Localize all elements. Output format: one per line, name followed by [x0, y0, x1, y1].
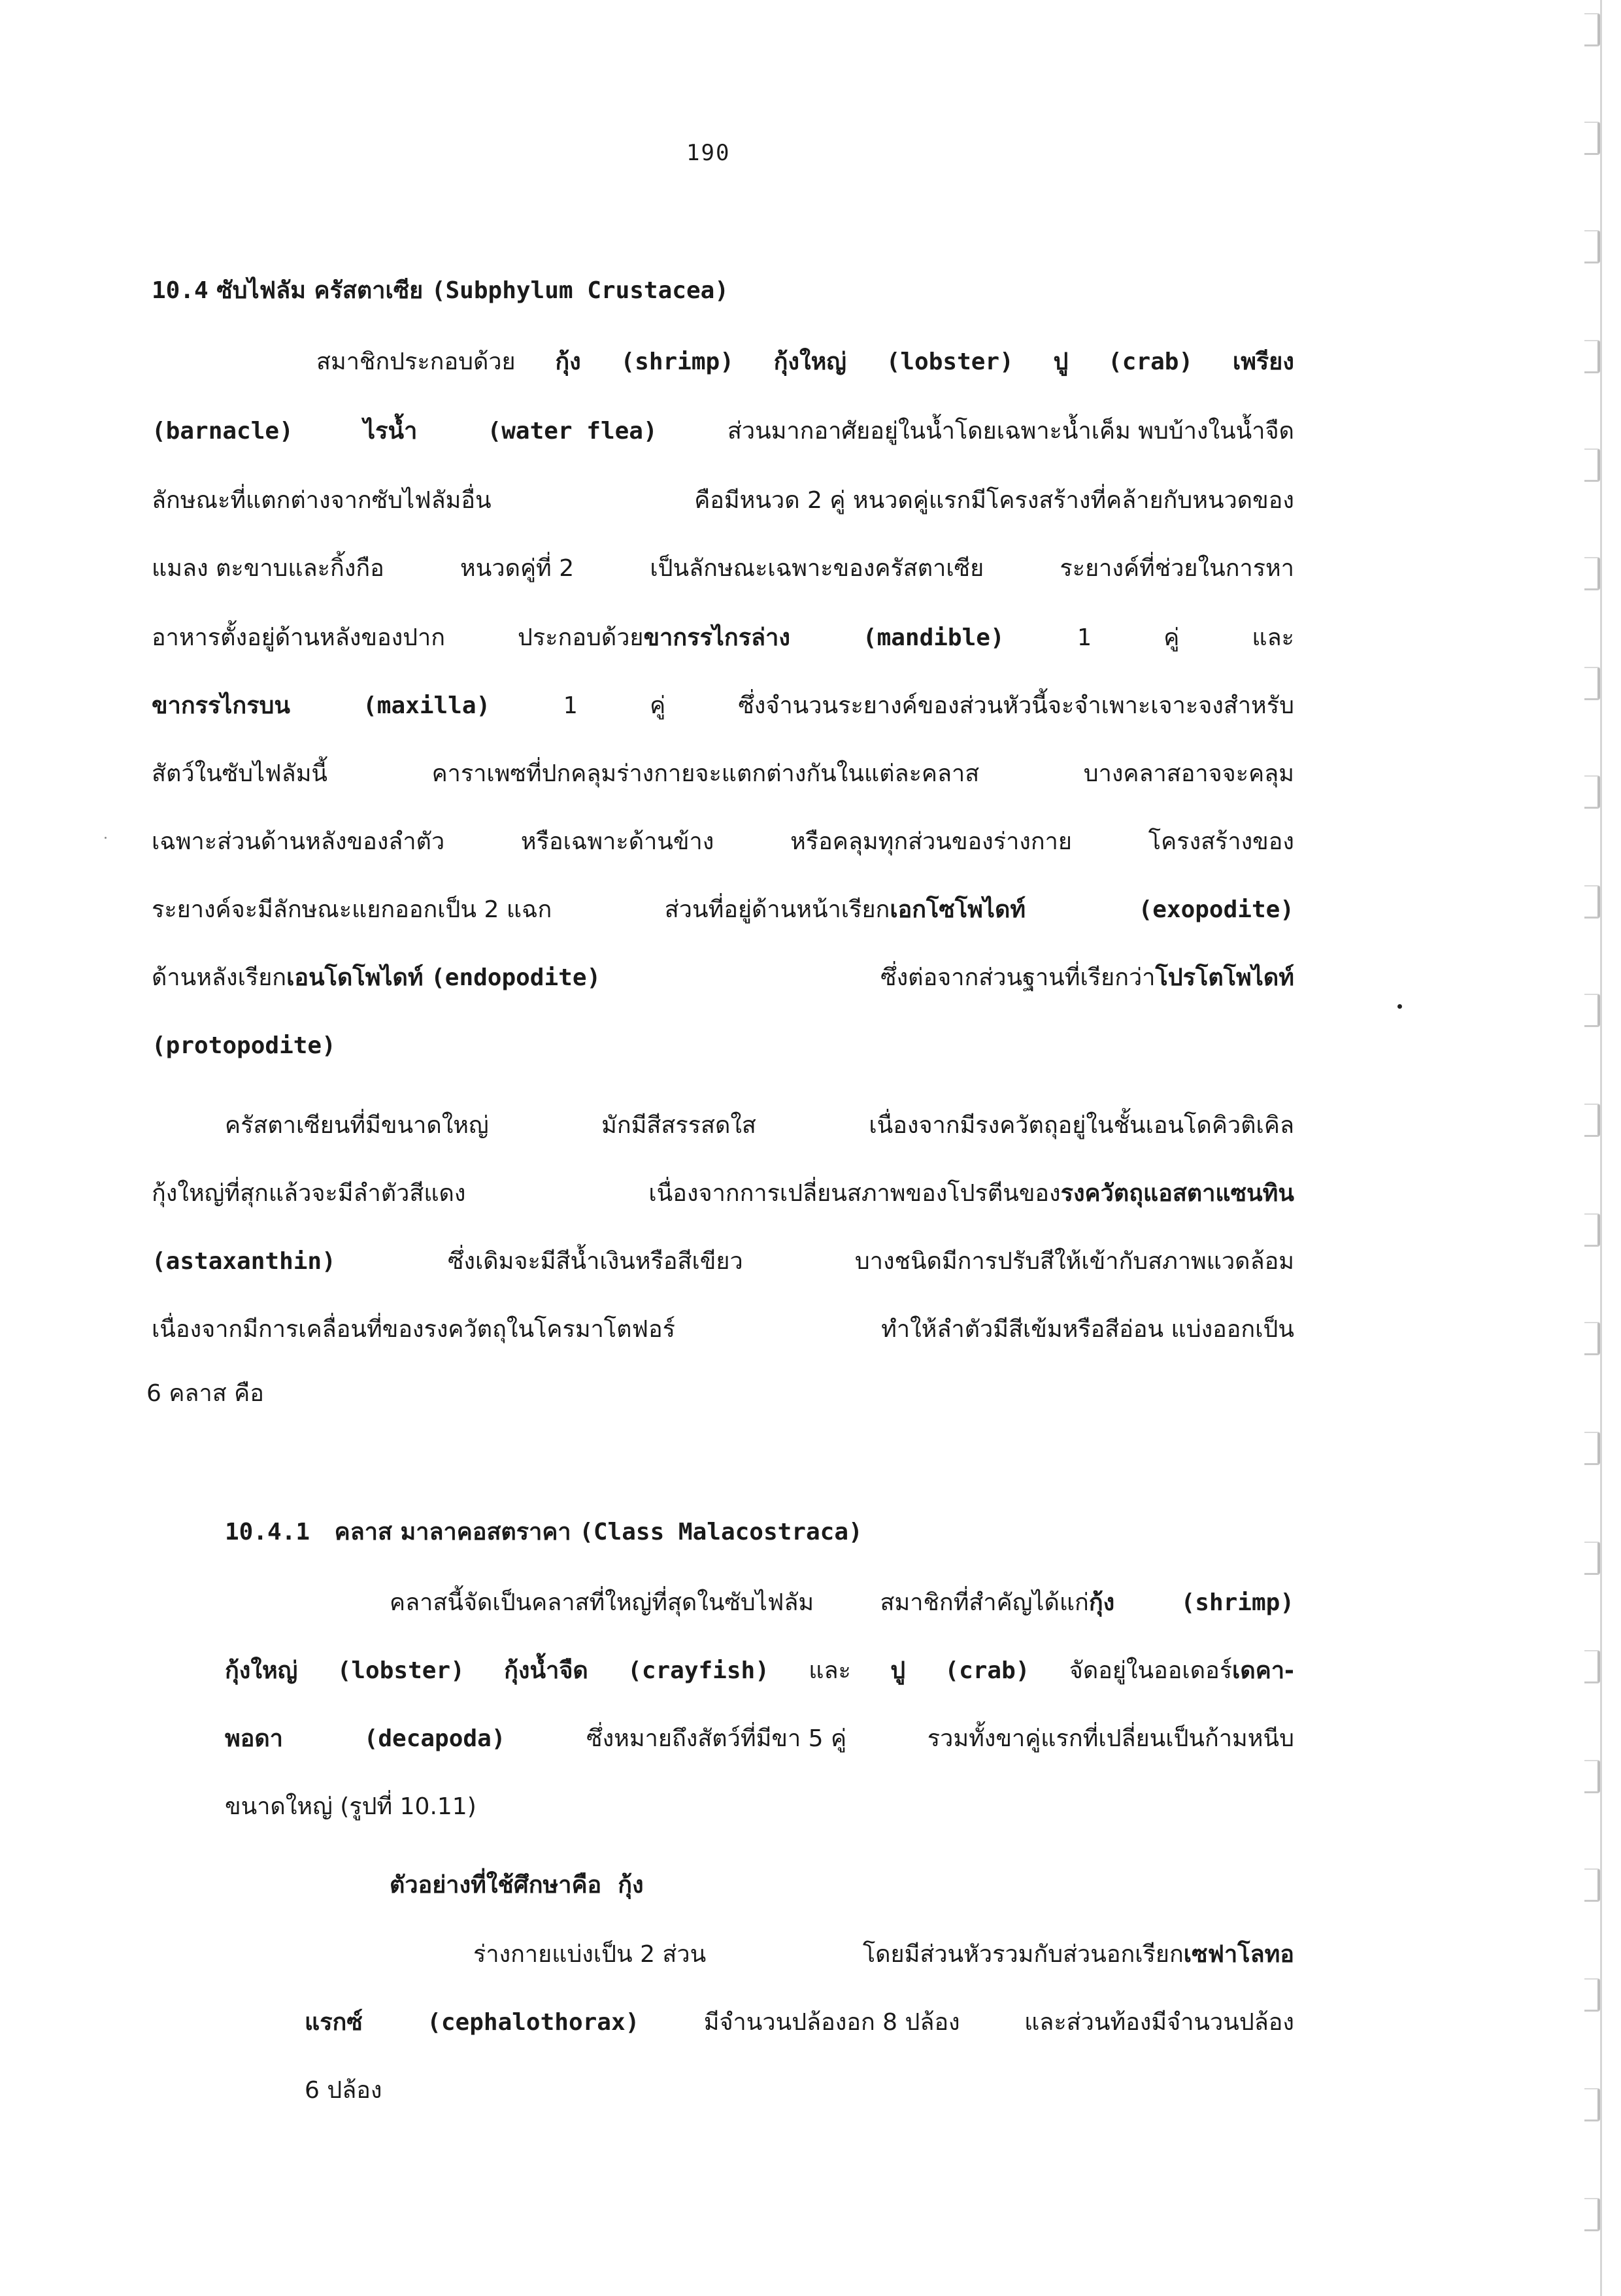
- subsection-number: 10.4.1: [225, 1519, 310, 1545]
- term-thai: โปรโตโพไดท์: [1155, 964, 1294, 991]
- text-run: ขนาดใหญ่ (รูปที่ 10.11): [225, 1793, 476, 1820]
- text-run: และ: [1252, 624, 1294, 651]
- term-thai: กุ้ง: [1088, 1589, 1115, 1616]
- term-latin: (mandible): [862, 624, 1005, 651]
- paragraph-3-line-1: [390, 1587, 1294, 1619]
- binding-mark: [1584, 1213, 1600, 1247]
- binding-mark: [1584, 667, 1600, 700]
- text-run: บางชนิดมีการปรับสีให้เข้ากับสภาพแวดล้อม: [854, 1248, 1294, 1275]
- text-run: สัตว์ในซับไฟลัมนี้: [152, 760, 328, 787]
- paragraph-3-line-2: [225, 1655, 1294, 1687]
- term-latin: (lobster): [886, 348, 1014, 375]
- paragraph-2-line-5: [146, 1378, 264, 1410]
- text-run: คาราเพซที่ปกคลุมร่างกายจะแตกต่างกันในแต่ละคลาส: [431, 760, 980, 787]
- paragraph-4-line-1: [473, 1939, 1294, 1970]
- paragraph-1-line-7: [152, 758, 1294, 790]
- text-run: จัดอยู่ในออเดอร์: [1069, 1657, 1233, 1684]
- term-thai: เดคา-: [1232, 1657, 1294, 1684]
- text-run: โดยมีส่วนหัวรวมกับส่วนอกเรียก: [862, 1941, 1184, 1968]
- term-latin: (crab): [944, 1657, 1030, 1684]
- text-run: หรือเฉพาะด้านข้าง: [520, 828, 714, 855]
- paragraph-1-line-5: [152, 622, 1294, 654]
- section-number: 10.4: [152, 277, 209, 304]
- text-run: ครัสตาเซียนที่มีขนาดใหญ่: [225, 1112, 489, 1139]
- binding-mark: [1584, 230, 1600, 263]
- text-run: 6 ปล้อง: [305, 2077, 382, 2104]
- text-run: โครงสร้างของ: [1148, 828, 1294, 855]
- section-heading: [152, 275, 729, 307]
- binding-mark: [1584, 1322, 1600, 1355]
- text-run: รวมทั้งขาคู่แรกที่เปลี่ยนเป็นก้ามหนีบ: [927, 1725, 1294, 1752]
- text-run: ทำให้ลำตัวมีสีเข้มหรือสีอ่อน แบ่งออกเป็น: [881, 1316, 1294, 1343]
- binding-mark: [1584, 13, 1600, 46]
- paragraph-1-line-11: [152, 1030, 336, 1062]
- text-run: ลักษณะที่แตกต่างจากซับไฟลัมอื่น: [152, 487, 492, 514]
- text-run: สมาชิกที่สำคัญได้แก่: [880, 1589, 1089, 1616]
- term-latin: (cephalothorax): [427, 2009, 640, 2036]
- text-run: ระยางค์ที่ช่วยในการหา: [1060, 555, 1294, 582]
- text-run: ส่วนมากอาศัยอยู่ในน้ำโดยเฉพาะน้ำเค็ม พบบ้างในน้ำจืด: [727, 418, 1294, 445]
- paragraph-1-line-8: [152, 826, 1294, 858]
- paragraph-2-line-2: [152, 1178, 1294, 1209]
- text-run: มีจำนวนปล้องอก 8 ปล้อง: [703, 2009, 960, 2036]
- binding-mark: [1584, 122, 1600, 155]
- term-thai: เอกโซโพไดท์: [890, 896, 1026, 923]
- term-latin: (maxilla): [363, 692, 491, 719]
- text-run: เนื่องจากมีรงควัตถุอยู่ในชั้นเอนโดคิวติเคิล: [869, 1112, 1294, 1139]
- term-thai: กุ้ง: [555, 348, 581, 375]
- paragraph-1-line-4: [152, 553, 1294, 584]
- binding-mark: [1584, 557, 1600, 590]
- section-title-latin: (Subphylum Crustacea): [431, 277, 729, 304]
- term-latin: (protopodite): [152, 1032, 336, 1059]
- text-run: 1: [1077, 624, 1092, 651]
- text-run: ส่วนที่อยู่ด้านหน้าเรียก: [664, 896, 890, 923]
- binding-mark: [1584, 885, 1600, 919]
- term-latin: (barnacle): [152, 418, 293, 445]
- text-run: ซึ่งจำนวนระยางค์ของส่วนหัวนี้จะจำเพาะเจาะจงสำหรับ: [738, 692, 1294, 719]
- text-run: คู่: [1163, 624, 1180, 651]
- text-run: ซึ่งต่อจากส่วนฐานที่เรียกว่า: [880, 964, 1156, 991]
- binding-mark: [1584, 2088, 1600, 2121]
- paragraph-2-line-4: [152, 1314, 1294, 1345]
- text-run: 1: [563, 692, 578, 719]
- term-thai: ไรน้ำ: [363, 418, 418, 445]
- text-run: สมาชิกประกอบด้วย: [316, 348, 516, 375]
- paragraph-3-line-3: [225, 1723, 1294, 1755]
- page-number: 190: [686, 140, 731, 166]
- term-thai: ขากรรไกรบน: [152, 692, 290, 719]
- subsection-title-latin: (Class Malacostraca): [579, 1519, 863, 1545]
- text-run: ซึ่งเดิมจะมีสีน้ำเงินหรือสีเขียว: [447, 1248, 743, 1275]
- term-latin: (endopodite): [431, 964, 601, 991]
- paragraph-4-line-3: [305, 2075, 382, 2106]
- term-thai: กุ้งใหญ่: [773, 348, 846, 375]
- section-title-thai: ซับไฟลัม ครัสตาเซีย: [216, 277, 424, 304]
- term-latin: (crayfish): [627, 1657, 769, 1684]
- text-run: 6 คลาส คือ: [146, 1380, 264, 1407]
- paragraph-1-line-1: [316, 346, 1294, 378]
- paragraph-1-line-10: [152, 962, 1294, 994]
- term-thai: เพรียง: [1232, 348, 1294, 375]
- binding-mark: [1584, 2198, 1600, 2231]
- paragraph-1-line-6: [152, 690, 1294, 722]
- scan-speck: [1397, 1004, 1402, 1009]
- term-thai: กุ้งน้ำจืด: [504, 1657, 588, 1684]
- text-run: หนวดคู่ที่ 2: [460, 555, 575, 582]
- term-latin: (shrimp): [1180, 1589, 1294, 1616]
- subsection-title-thai: คลาส มาลาคอสตราคา: [334, 1519, 571, 1545]
- paragraph-2-line-1: [225, 1110, 1294, 1141]
- term-thai: เซฟาโลทอ: [1183, 1941, 1294, 1968]
- binding-mark: [1584, 448, 1600, 482]
- term-latin: (water flea): [487, 418, 658, 445]
- text-run: คือมีหนวด 2 คู่ หนวดคู่แรกมีโครงสร้างที่คล้ายกับหนวดของ: [694, 487, 1294, 514]
- text-run: บางคลาสอาจจะคลุม: [1083, 760, 1294, 787]
- term-thai: กุ้ง: [618, 1872, 644, 1899]
- term-latin: (crab): [1108, 348, 1194, 375]
- text-run: เป็นลักษณะเฉพาะของครัสตาเซีย: [650, 555, 984, 582]
- subsection-heading: [225, 1517, 863, 1548]
- text-run: ตัวอย่างที่ใช้ศึกษาคือ: [390, 1872, 602, 1899]
- text-run: และส่วนท้องมีจำนวนปล้อง: [1024, 2009, 1294, 2036]
- text-run: ร่างกายแบ่งเป็น 2 ส่วน: [473, 1941, 707, 1968]
- paragraph-3-line-4: [225, 1791, 476, 1823]
- term-thai: กุ้งใหญ่: [225, 1657, 298, 1684]
- binding-edge: [1600, 0, 1602, 2296]
- example-heading: [390, 1870, 644, 1901]
- text-run: คลาสนี้จัดเป็นคลาสที่ใหญ่ที่สุดในซับไฟลัม: [390, 1589, 814, 1616]
- term-thai: ปู: [1053, 348, 1069, 375]
- binding-mark: [1584, 1868, 1600, 1902]
- binding-mark: [1584, 1978, 1600, 2012]
- text-run: ซึ่งหมายถึงสัตว์ที่มีขา 5 คู่: [586, 1725, 847, 1752]
- binding-mark: [1584, 775, 1600, 809]
- paragraph-1-line-9: [152, 894, 1294, 926]
- text-run: มักมีสีสรรสดใส: [601, 1112, 756, 1139]
- paragraph-1-line-2: [152, 416, 1294, 447]
- term-latin: (lobster): [337, 1657, 465, 1684]
- term-latin: (exopodite): [1138, 896, 1294, 923]
- text-run: อาหารตั้งอยู่ด้านหลังของปาก: [152, 624, 446, 651]
- paragraph-4-line-2: [305, 2007, 1294, 2038]
- text-run: ด้านหลังเรียก: [152, 964, 287, 991]
- binding-mark: [1584, 1432, 1600, 1465]
- binding-mark: [1584, 994, 1600, 1027]
- binding-mark: [1584, 1650, 1600, 1683]
- binding-mark: [1584, 1760, 1600, 1793]
- term-thai: เอนโดโพไดท์: [286, 964, 424, 991]
- text-run: เนื่องจากการเปลี่ยนสภาพของโปรตีนของ: [648, 1180, 1061, 1207]
- term-thai: พอดา: [225, 1725, 283, 1752]
- scan-speck: [105, 837, 107, 839]
- paragraph-2-line-3: [152, 1246, 1294, 1277]
- paragraph-1-line-3: [152, 485, 1294, 516]
- text-run: คู่: [650, 692, 666, 719]
- text-run: ระยางค์จะมีลักษณะแยกออกเป็น 2 แฉก: [152, 896, 552, 923]
- term-thai: ปู: [890, 1657, 906, 1684]
- text-run: แมลง ตะขาบและกิ้งกือ: [152, 555, 384, 582]
- term-thai: รงควัตถุแอสตาแซนทิน: [1060, 1180, 1294, 1207]
- term-thai: ขากรรไกรล่าง: [643, 624, 790, 651]
- text-run: เฉพาะส่วนด้านหลังของลำตัว: [152, 828, 445, 855]
- binding-mark: [1584, 1542, 1600, 1575]
- text-run: กุ้งใหญ่ที่สุกแล้วจะมีลำตัวสีแดง: [152, 1180, 466, 1207]
- term-thai: แรกซ์: [305, 2009, 363, 2036]
- binding-mark: [1584, 340, 1600, 373]
- text-run: เนื่องจากมีการเคลื่อนที่ของรงควัตถุในโครมาโตฟอร์: [152, 1316, 675, 1343]
- term-latin: (decapoda): [363, 1725, 506, 1752]
- binding-mark: [1584, 1104, 1600, 1137]
- text-run: ประกอบด้วย: [518, 624, 644, 651]
- text-run: หรือคลุมทุกส่วนของร่างกาย: [790, 828, 1072, 855]
- term-latin: (astaxanthin): [152, 1248, 336, 1275]
- term-latin: (shrimp): [620, 348, 734, 375]
- text-run: และ: [809, 1657, 851, 1684]
